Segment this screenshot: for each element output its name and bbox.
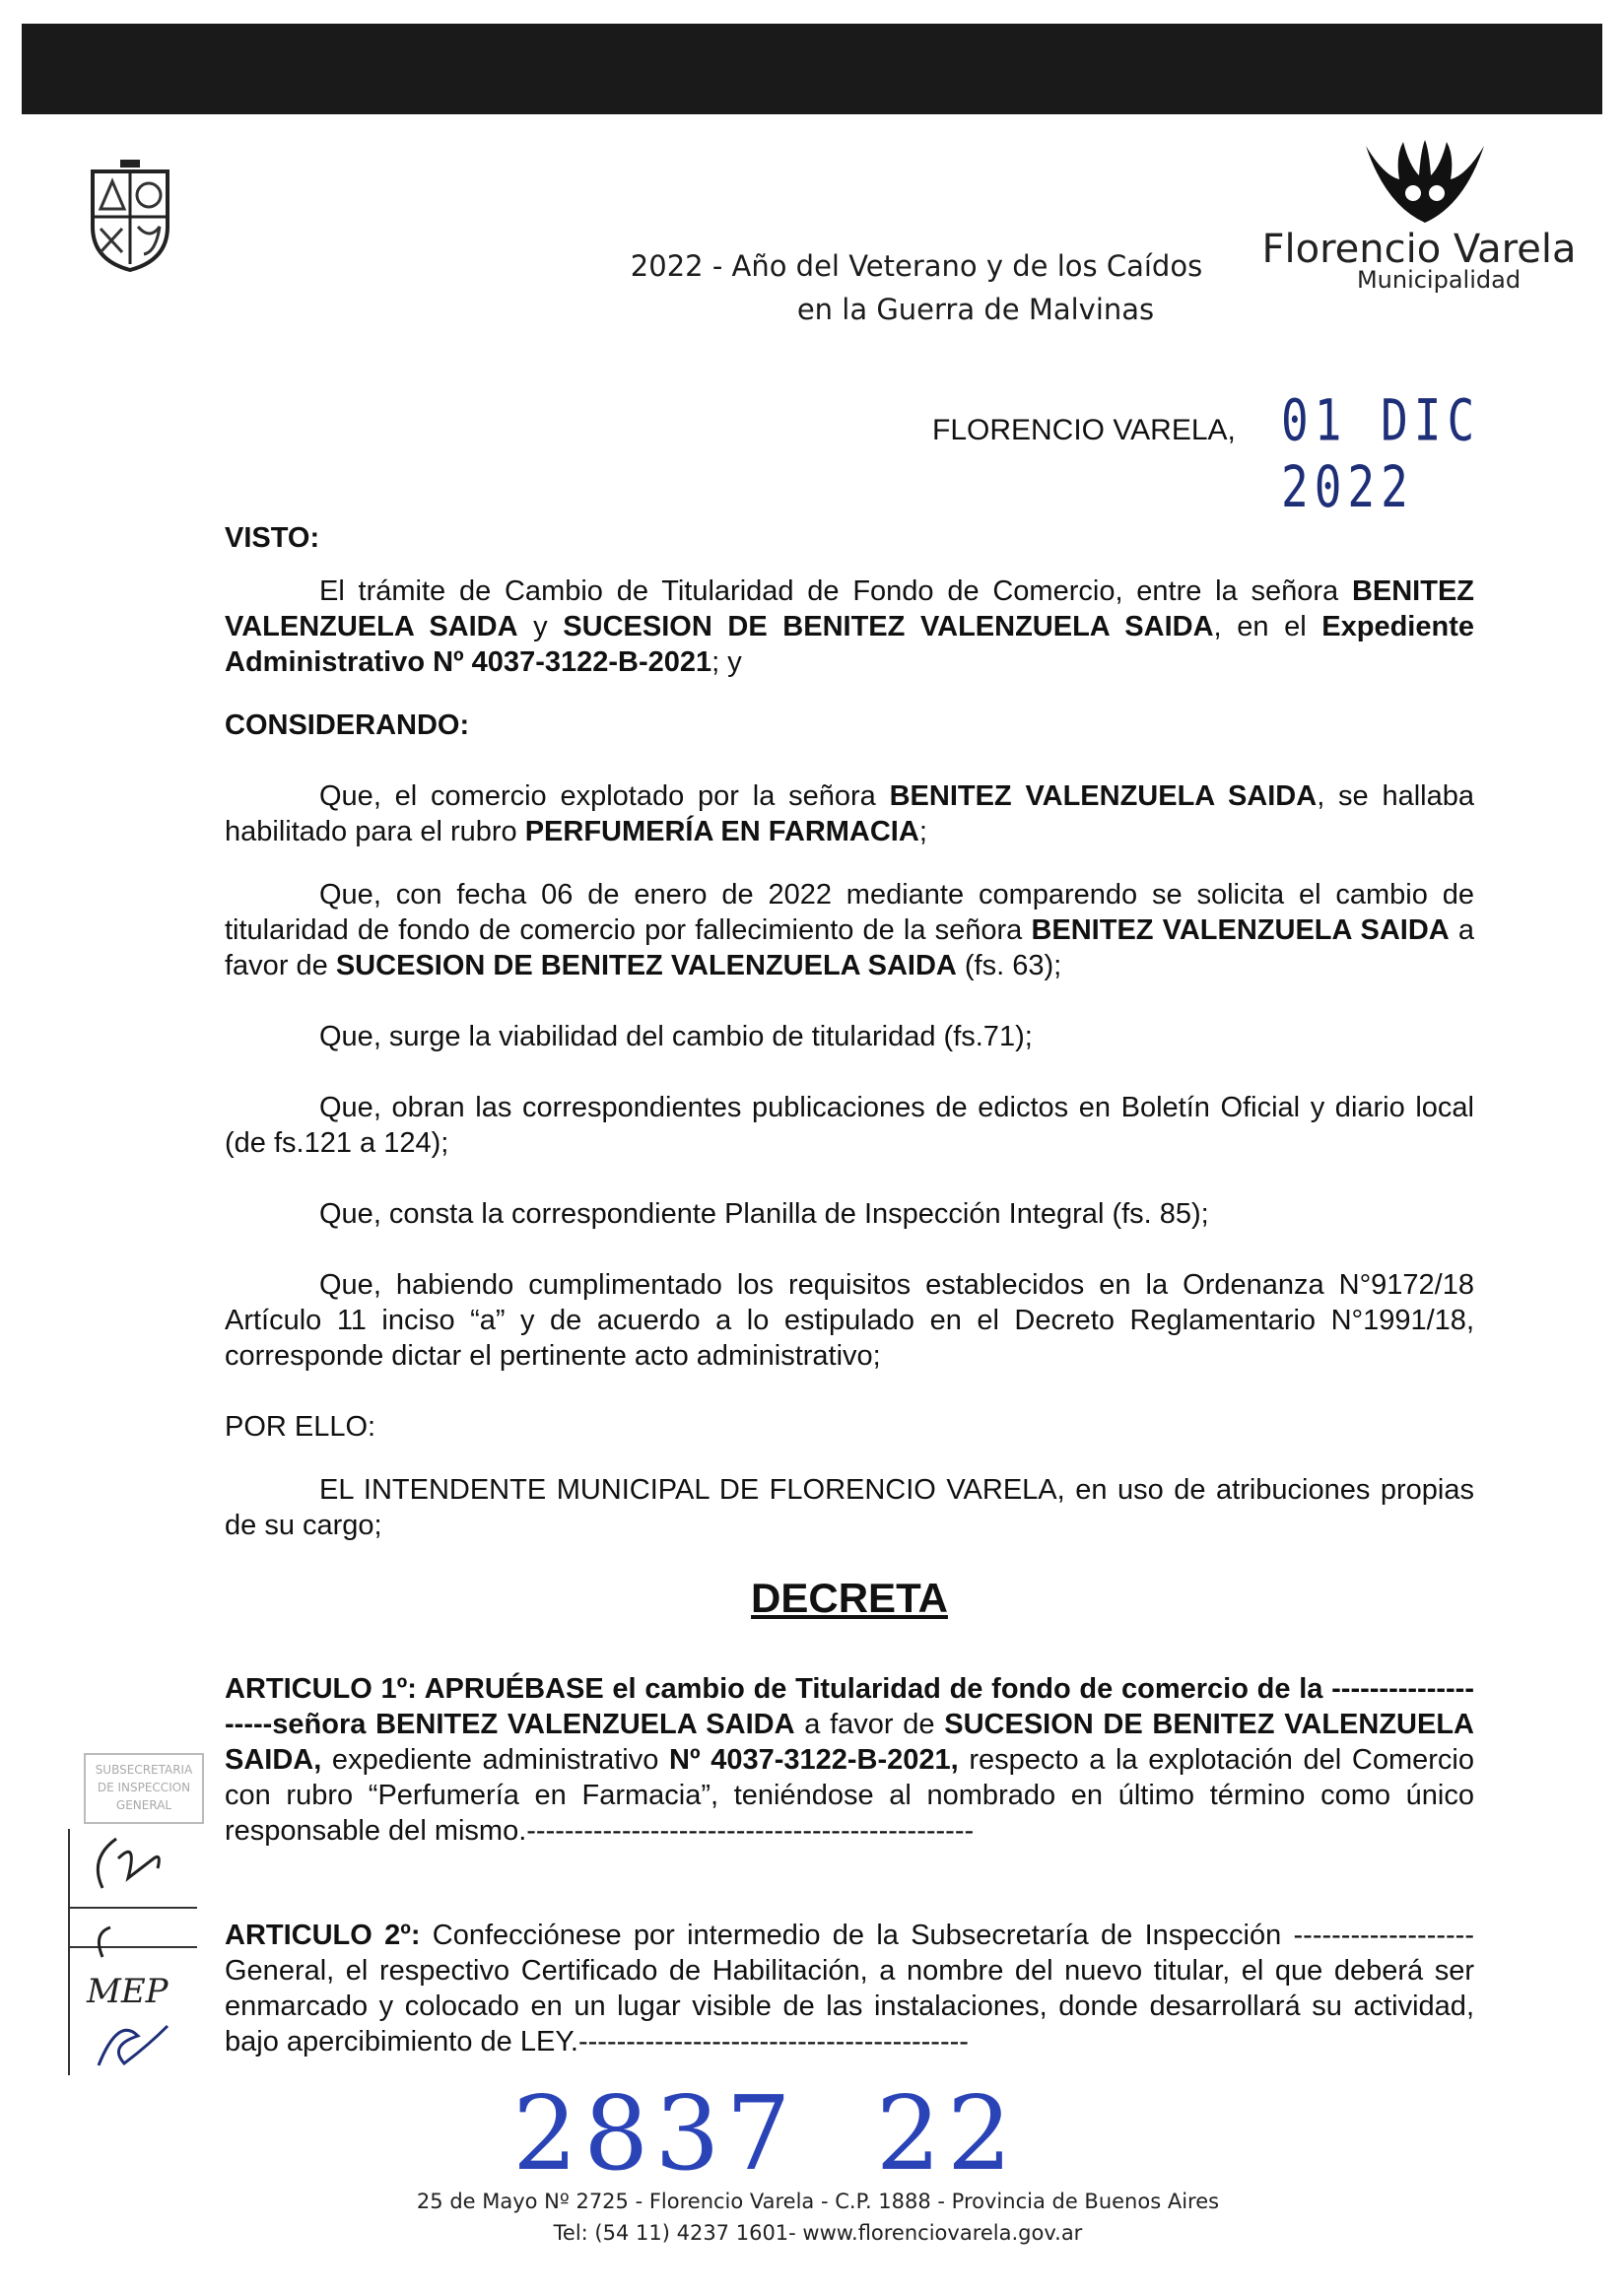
text-run: respecto a la explotación del Comercio con rubro “Perfumería en Farmacia”, teniéndose al nombrado en último término como único responsable del mismo.----------------------------------------------- [225,1744,1474,1847]
bold-run: APRUÉBASE el cambio de Titularidad de fondo de comercio de la --------------------señora BENITEZ VALENZUELA SAIDA [225,1673,1474,1740]
text-run: y [517,611,564,642]
considerando-paragraph-5: Que, consta la correspondiente Planilla de Inspección Integral (fs. 85); [319,1198,1209,1230]
flame-logo-icon [1356,136,1494,225]
considerando-paragraph-3: Que, surge la viabilidad del cambio de titularidad (fs.71); [319,1021,1033,1052]
logo-subtitle: Municipalidad [1356,266,1522,294]
bold-run: Expediente Administrativo Nº 4037-3122-B-2021 [225,611,1474,678]
side-initials-stamp [59,1750,207,2085]
articulo-1 [225,1671,1474,1849]
motto [552,244,1281,331]
article-label: ARTICULO 2º: [225,1920,421,1951]
text-run: Confecciónese por intermedio de la Subsecretaría de Inspección ------------------- General, el respectivo Certificado de Habilitación, a nombre del nuevo titular, el que deberá ser enmarcado y colocado en un lugar visible de las instalaciones, donde desarrollará su actividad, bajo apercibimiento de LEY.----------------------------------------- [225,1920,1474,2058]
bold-run: SUCESION DE BENITEZ VALENZUELA SAIDA [563,611,1214,642]
footer-contact: Tel: (54 11) 4237 1601- www.florenciovarela.gov.ar [553,2221,1083,2245]
bold-run: SUCESION DE BENITEZ VALENZUELA SAIDA, [225,1709,1474,1776]
considerando-paragraph-4: Que, obran las correspondientes publicaciones de edictos en Boletín Oficial y diario local (de fs.121 a 124); [225,1092,1474,1159]
top-scan-bar [22,24,1602,114]
text-run: (fs. 63); [956,950,1062,981]
dateline-place: FLORENCIO VARELA, [932,414,1236,446]
visto-heading: VISTO: [225,522,320,554]
stamp-line-2: DE INSPECCION [97,1781,191,1794]
por-ello-paragraph: EL INTENDENTE MUNICIPAL DE FLORENCIO VARELA, en uso de atribuciones propias de su cargo; [225,1474,1474,1541]
text-run: Que, con fecha 06 de enero de 2022 mediante comparendo se solicita el cambio de titularidad de fondo de comercio por fallecimiento de la señora [225,879,1474,946]
bold-run: BENITEZ VALENZUELA SAIDA [889,780,1318,812]
bold-run: Nº 4037-3122-B-2021, [669,1744,959,1776]
footer-address: 25 de Mayo Nº 2725 - Florencio Varela - C.P. 1888 - Provincia de Buenos Aires [416,2190,1220,2213]
text-run: expediente administrativo [321,1744,670,1776]
text-run: ; y [711,646,742,678]
decree-number-part-2: 22 [875,2073,1019,2193]
considerando-paragraph-2 [225,877,1474,983]
por-ello-heading: POR ELLO: [225,1411,376,1443]
bold-run: BENITEZ VALENZUELA SAIDA [1031,914,1450,946]
stamp-initials: MEP [87,1972,169,2011]
considerando-heading: CONSIDERANDO: [225,709,470,741]
considerando-paragraph-1 [225,778,1474,849]
bold-run: SUCESION DE BENITEZ VALENZUELA SAIDA [335,950,957,981]
footer [296,2186,1340,2249]
motto-line-1: 2022 - Año del Veterano y de los Caídos [630,249,1203,283]
motto-line-2: en la Guerra de Malvinas [796,293,1155,326]
stamp-line-3: GENERAL [115,1798,172,1812]
article-label: ARTICULO 1º: [225,1673,417,1705]
coat-of-arms-icon [87,158,173,274]
text-run: , en el [1213,611,1322,642]
stamp-line-1: SUBSECRETARIA [95,1763,193,1777]
date-stamp: 01 DIC 2022 [1281,386,1481,520]
text-run: El trámite de Cambio de Titularidad de Fondo de Comercio, entre la señora [319,575,1352,607]
decreta-heading: DECRETA [751,1575,948,1621]
text-run: a favor de [794,1709,945,1740]
text-run: Que, el comercio explotado por la señora [319,780,890,812]
logo-name: Florencio Varela [1261,227,1577,272]
bold-run: BENITEZ VALENZUELA SAIDA [225,575,1474,642]
municipality-logo [1261,136,1577,304]
text-run: ; [918,816,927,847]
text-run: a favor de [225,914,1475,981]
decree-number-part-1: 2837 [512,2073,797,2193]
text-run: , se hallaba habilitado para el rubro [225,780,1474,847]
articulo-2 [225,1918,1474,2059]
bold-run: PERFUMERÍA EN FARMACIA [524,816,919,847]
decree-number [512,2073,1097,2193]
visto-paragraph [225,574,1474,680]
considerando-paragraph-6: Que, habiendo cumplimentado los requisitos establecidos en la Ordenanza N°9172/18 Artículo 11 inciso “a” y de acuerdo a lo estipulado en el Decreto Reglamentario N°1991/18, corresponde dictar el pertinente acto administrativo; [225,1269,1474,1372]
decree-body [225,520,1474,2059]
